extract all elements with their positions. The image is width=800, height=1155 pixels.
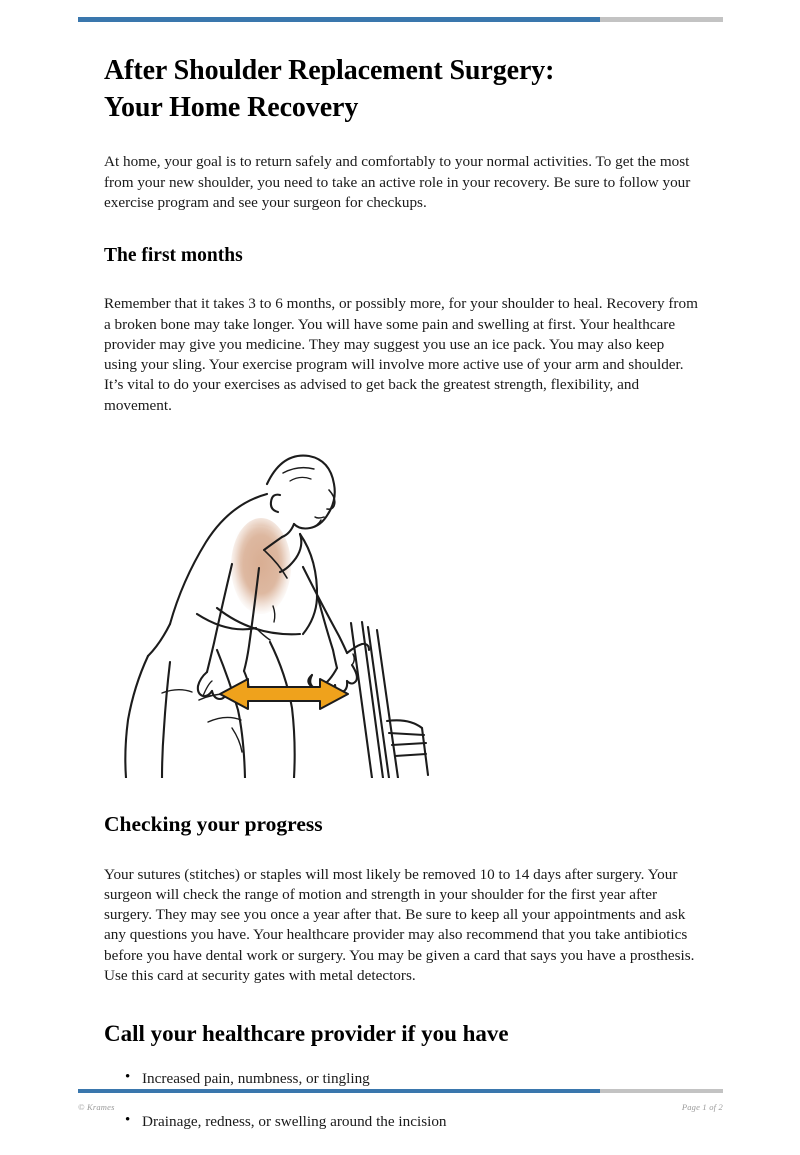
- pendulum-exercise-illustration: [104, 438, 434, 778]
- header-rule-gray-segment: [600, 17, 723, 22]
- page-title-line-1: After Shoulder Replacement Surgery:: [104, 55, 555, 86]
- footer-page-number: Page 1 of 2: [681, 1102, 723, 1112]
- page-footer: [78, 1102, 723, 1112]
- footer-rule: [78, 1089, 723, 1093]
- page-title-line-2: Your Home Recovery: [104, 92, 359, 124]
- section-heading-first-months: The first months: [104, 245, 243, 267]
- warning-signs-list: [104, 1069, 700, 1132]
- page-title: [104, 52, 700, 126]
- shoulder-highlight: [231, 518, 291, 614]
- footer-rule-blue-segment: [78, 1089, 600, 1093]
- document-content: [104, 52, 700, 1155]
- section-heading-call-provider: Call your healthcare provider if you have: [104, 1021, 509, 1047]
- footer-rule-gray-segment: [600, 1089, 723, 1093]
- list-item: • Increased pain, numbness, or tingling: [142, 1069, 700, 1089]
- intro-paragraph: At home, your goal is to return safely and comfortably to your normal activities. To get the most from your new shoulder, you need to take an active role in your recovery. Be sure to follow your exercise program and see your surgeon for checkups.: [104, 153, 691, 211]
- header-rule: [78, 17, 723, 22]
- chair: [351, 622, 428, 778]
- header-rule-blue-segment: [78, 17, 600, 22]
- supporting-arm: [303, 567, 369, 693]
- section-heading-checking-progress: Checking your progress: [104, 811, 323, 836]
- head: [267, 455, 335, 536]
- section-body-first-months: Remember that it takes 3 to 6 months, or possibly more, for your shoulder to heal. Recovery from a broken bone may take longer. You will have some pain and swelling at first. Your healthcare provider may give you medicine. They may suggest you use an ice pack. You may also keep using your sling. Your exercise program will involve more active use of your arm and shoulder. It’s vital to do your exercises as advised to get back the greatest strength, flexibility, and movement.: [104, 295, 698, 414]
- illustration-svg: [104, 438, 434, 778]
- list-item: • Drainage, redness, or swelling around the incision: [142, 1112, 700, 1132]
- section-body-checking-progress: Your sutures (stitches) or staples will most likely be removed 10 to 14 days after surgery. Your surgeon will check the range of motion and strength in your shoulder for the first year after surgery. They may see you once a year after that. Be sure to keep all your appointments and ask any questions you have. Your healthcare provider may also recommend that you take antibiotics before you have dental work or surgery. You may be given a card that says you have a prosthesis. Use this card at security gates with metal detectors.: [104, 865, 695, 984]
- footer-copyright: © Krames: [78, 1102, 115, 1112]
- motion-arrow: [220, 679, 348, 709]
